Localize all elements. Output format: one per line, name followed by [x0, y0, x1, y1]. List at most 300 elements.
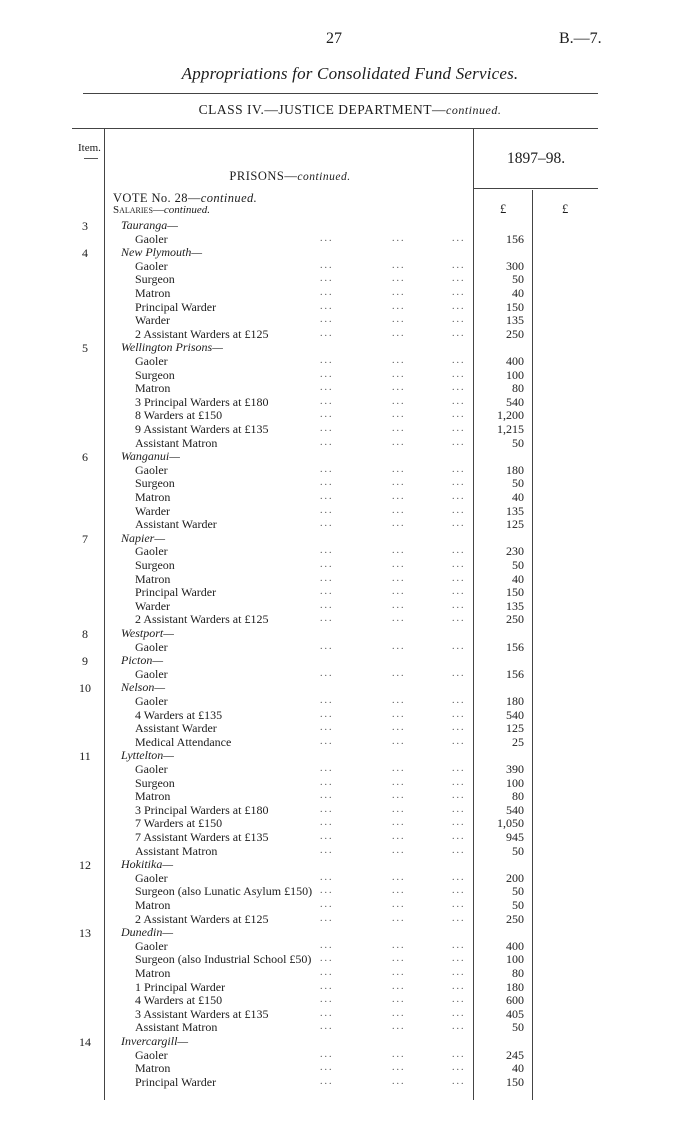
class-subtitle-continued: continued. [446, 103, 502, 117]
amount-value: 540 [506, 394, 524, 409]
leader-dots: ... [392, 395, 406, 407]
salary-description: Gaoler [135, 544, 168, 559]
salary-description: 3 Principal Warders at £180 [135, 802, 269, 817]
section-heading-continued: continued. [297, 171, 351, 183]
leader-dots: ... [392, 599, 406, 611]
leader-dots: ... [320, 232, 334, 244]
leader-dots: ... [452, 912, 466, 924]
leader-dots: ... [320, 695, 334, 706]
leader-dots: ... [320, 314, 334, 326]
salary-description: Warder [135, 598, 171, 613]
leader-dots: ... [320, 790, 334, 802]
salary-description: Surgeon (also Industrial School £50) [135, 952, 312, 967]
salary-description: 2 Assistant Warders at £125 [135, 326, 269, 341]
amount-value: 230 [506, 544, 524, 559]
prison-name: Napier— [121, 530, 166, 545]
salaries-heading [113, 204, 210, 216]
item-number: 8 [82, 627, 88, 641]
leader-dots: ... [320, 504, 334, 516]
leader-dots: ... [392, 232, 406, 244]
leader-dots: ... [392, 314, 406, 326]
leader-dots: ... [452, 667, 466, 679]
item-column-header: Item. [78, 142, 101, 154]
amount-value: 25 [512, 734, 524, 749]
item-number: 13 [79, 926, 91, 941]
amount-value: 300 [506, 258, 524, 273]
salary-description: Surgeon [135, 367, 175, 382]
leader-dots: ... [452, 776, 466, 788]
prison-name: Lyttelton— [121, 748, 174, 763]
salary-description: Surgeon [135, 558, 175, 572]
leader-dots: ... [320, 273, 334, 285]
leader-dots: ... [392, 477, 406, 489]
leader-dots: ... [392, 572, 406, 584]
year-column-header: 1897–98. [506, 150, 566, 167]
amount-value: 540 [506, 802, 524, 817]
salary-description: Gaoler [135, 231, 168, 246]
amount-value: 245 [506, 1047, 524, 1062]
leader-dots: ... [392, 844, 406, 856]
salary-description: Matron [135, 286, 171, 300]
amount-value: 945 [506, 830, 524, 844]
salary-description: Assistant Matron [135, 1020, 218, 1035]
salary-description: 8 Warders at £150 [135, 408, 223, 423]
leader-dots: ... [452, 871, 466, 883]
leader-dots: ... [392, 980, 406, 992]
leader-dots: ... [392, 640, 406, 652]
salary-description: 4 Warders at £135 [135, 707, 223, 722]
amount-value: 150 [506, 299, 524, 314]
leader-dots: ... [452, 368, 466, 380]
leader-dots: ... [392, 423, 406, 434]
leader-dots: ... [452, 640, 466, 652]
leader-dots: ... [452, 722, 466, 734]
leader-dots: ... [452, 980, 466, 992]
leader-dots: ... [452, 259, 466, 271]
amount-value: 250 [506, 911, 524, 926]
prison-name: Nelson— [121, 680, 166, 695]
leader-dots: ... [452, 953, 466, 965]
prison-name: Hokitika— [121, 857, 173, 872]
salary-description: Principal Warder [135, 299, 217, 314]
leader-dots: ... [452, 463, 466, 475]
salary-description: Gaoler [135, 666, 168, 681]
amount-value: 40 [512, 286, 524, 300]
leader-dots: ... [392, 790, 406, 802]
leader-dots: ... [320, 1007, 334, 1019]
amount-value: 390 [506, 762, 524, 776]
leader-dots: ... [392, 994, 406, 1006]
amount-value: 150 [506, 585, 524, 600]
leader-dots: ... [452, 518, 466, 530]
amount-value: 50 [512, 1020, 524, 1035]
leader-dots: ... [320, 1021, 334, 1033]
leader-dots: ... [452, 327, 466, 339]
amount-value: 100 [506, 775, 524, 790]
table-top-rule [72, 128, 598, 129]
leader-dots: ... [320, 899, 334, 910]
amount-value: 1,200 [497, 408, 524, 423]
salary-description: Gaoler [135, 938, 168, 953]
leader-dots: ... [320, 559, 334, 570]
leader-dots: ... [320, 980, 334, 992]
leader-dots: ... [392, 1048, 406, 1060]
item-number: 10 [79, 681, 91, 696]
salary-description: Gaoler [135, 258, 168, 273]
amount-value: 405 [506, 1006, 524, 1021]
leader-dots: ... [320, 1075, 334, 1087]
amount-value: 150 [506, 1074, 524, 1089]
leader-dots: ... [452, 967, 466, 978]
salary-description: 4 Warders at £150 [135, 993, 223, 1008]
leader-dots: ... [320, 423, 334, 434]
salary-description: Principal Warder [135, 1074, 217, 1089]
leader-dots: ... [452, 559, 466, 570]
amount-value: 135 [506, 598, 524, 613]
salary-description: Gaoler [135, 639, 168, 654]
leader-dots: ... [320, 327, 334, 339]
leader-dots: ... [320, 395, 334, 407]
leader-dots: ... [452, 491, 466, 502]
amount-value: 50 [512, 272, 524, 287]
leader-dots: ... [320, 572, 334, 584]
leader-dots: ... [392, 545, 406, 557]
leader-dots: ... [392, 1062, 406, 1074]
leader-dots: ... [392, 559, 406, 570]
salary-description: Gaoler [135, 870, 168, 885]
item-number: 7 [82, 531, 88, 546]
leader-dots: ... [452, 899, 466, 910]
salary-description: Matron [135, 966, 171, 980]
leader-dots: ... [392, 831, 406, 842]
amount-value: 180 [506, 979, 524, 994]
leader-dots: ... [392, 436, 406, 448]
item-number: 5 [82, 341, 88, 356]
leader-dots: ... [452, 477, 466, 489]
leader-dots: ... [452, 273, 466, 285]
currency-symbol-left: £ [500, 202, 507, 216]
leader-dots: ... [392, 586, 406, 598]
leader-dots: ... [320, 355, 334, 366]
leader-dots: ... [392, 953, 406, 965]
leader-dots: ... [452, 423, 466, 434]
leader-dots: ... [320, 586, 334, 598]
salary-description: Principal Warder [135, 585, 217, 600]
salaries-heading-continued: continued. [163, 204, 211, 216]
leader-dots: ... [392, 899, 406, 910]
leader-dots: ... [452, 885, 466, 897]
leader-dots: ... [452, 300, 466, 312]
leader-dots: ... [392, 463, 406, 475]
leader-dots: ... [392, 491, 406, 502]
leader-dots: ... [392, 763, 406, 774]
leader-dots: ... [452, 232, 466, 244]
leader-dots: ... [320, 259, 334, 271]
leader-dots: ... [392, 885, 406, 897]
leader-dots: ... [320, 953, 334, 965]
leader-dots: ... [320, 1062, 334, 1074]
item-header-dash [84, 158, 98, 159]
leader-dots: ... [392, 871, 406, 883]
leader-dots: ... [392, 300, 406, 312]
prison-name: Dunedin— [121, 925, 173, 940]
vote-heading-main: VOTE No. 28— [113, 191, 201, 205]
amount-value: 50 [512, 558, 524, 572]
leader-dots: ... [392, 409, 406, 421]
leader-dots: ... [320, 763, 334, 774]
leader-dots: ... [452, 586, 466, 598]
prison-name: New Plymouth— [121, 245, 202, 260]
amount-value: 1,215 [497, 422, 524, 436]
leader-dots: ... [392, 355, 406, 366]
leader-dots: ... [452, 803, 466, 815]
amount-value: 50 [512, 435, 524, 450]
salary-description: Matron [135, 789, 171, 804]
amount-value: 156 [506, 639, 524, 654]
amount-value: 40 [512, 1061, 524, 1076]
amount-value: 40 [512, 490, 524, 504]
leader-dots: ... [320, 368, 334, 380]
currency-symbol-right: £ [562, 202, 569, 216]
leader-dots: ... [392, 722, 406, 734]
leader-dots: ... [392, 1007, 406, 1019]
amount-value: 250 [506, 326, 524, 341]
salary-description: 3 Assistant Warders at £135 [135, 1006, 269, 1021]
leader-dots: ... [452, 314, 466, 326]
document-reference: B.—7. [559, 30, 602, 47]
salary-description: Gaoler [135, 354, 168, 368]
leader-dots: ... [392, 273, 406, 285]
leader-dots: ... [392, 708, 406, 720]
amount-value: 400 [506, 938, 524, 953]
leader-dots: ... [320, 817, 334, 829]
leader-dots: ... [392, 939, 406, 951]
leader-dots: ... [392, 1075, 406, 1087]
salary-description: Matron [135, 571, 171, 586]
amount-value: 50 [512, 843, 524, 858]
salaries-heading-main: Salaries— [113, 204, 164, 216]
leader-dots: ... [452, 613, 466, 625]
salary-description: 7 Warders at £150 [135, 816, 223, 831]
leader-dots: ... [452, 395, 466, 407]
leader-dots: ... [320, 491, 334, 502]
leader-dots: ... [392, 518, 406, 530]
leader-dots: ... [452, 763, 466, 774]
leader-dots: ... [320, 831, 334, 842]
leader-dots: ... [452, 844, 466, 856]
amount-value: 250 [506, 612, 524, 627]
leader-dots: ... [452, 545, 466, 557]
item-number: 14 [79, 1035, 91, 1049]
leader-dots: ... [452, 735, 466, 747]
salary-description: Matron [135, 381, 171, 396]
salary-description: Surgeon [135, 476, 175, 491]
salary-description: Assistant Matron [135, 435, 218, 450]
salary-description: 7 Assistant Warders at £135 [135, 830, 269, 844]
leader-dots: ... [452, 382, 466, 394]
amount-value: 50 [512, 898, 524, 912]
leader-dots: ... [452, 1007, 466, 1019]
leader-dots: ... [452, 504, 466, 516]
leader-dots: ... [392, 287, 406, 298]
leader-dots: ... [392, 327, 406, 339]
leader-dots: ... [320, 409, 334, 421]
page-number: 27 [326, 30, 342, 47]
leader-dots: ... [320, 844, 334, 856]
leader-dots: ... [320, 640, 334, 652]
amount-value: 540 [506, 707, 524, 722]
amount-column-divider [532, 190, 533, 1100]
prison-name: Wanganui— [121, 449, 180, 464]
leader-dots: ... [320, 967, 334, 978]
leader-dots: ... [320, 599, 334, 611]
salary-description: Assistant Matron [135, 843, 218, 858]
leader-dots: ... [392, 259, 406, 271]
leader-dots: ... [320, 912, 334, 924]
leader-dots: ... [320, 436, 334, 448]
leader-dots: ... [452, 409, 466, 421]
salary-description: Medical Attendance [135, 734, 232, 749]
salary-description: Gaoler [135, 694, 168, 708]
salary-description: Warder [135, 313, 171, 328]
salary-description: Matron [135, 1061, 171, 1076]
amount-value: 125 [506, 721, 524, 736]
prison-name: Westport— [121, 626, 174, 640]
amount-value: 180 [506, 462, 524, 477]
amount-value: 125 [506, 517, 524, 532]
leader-dots: ... [320, 518, 334, 530]
amount-value: 180 [506, 694, 524, 708]
prison-name: Picton— [121, 653, 163, 668]
leader-dots: ... [320, 1048, 334, 1060]
leader-dots: ... [320, 463, 334, 475]
leader-dots: ... [320, 667, 334, 679]
leader-dots: ... [452, 817, 466, 829]
leader-dots: ... [452, 695, 466, 706]
leader-dots: ... [392, 817, 406, 829]
section-heading [110, 169, 470, 184]
salary-description: 3 Principal Warders at £180 [135, 394, 269, 409]
leader-dots: ... [392, 912, 406, 924]
leader-dots: ... [452, 287, 466, 298]
amount-value: 200 [506, 870, 524, 885]
leader-dots: ... [392, 504, 406, 516]
leader-dots: ... [452, 436, 466, 448]
leader-dots: ... [452, 355, 466, 366]
leader-dots: ... [392, 382, 406, 394]
amount-value: 100 [506, 367, 524, 382]
salary-description: Gaoler [135, 1047, 168, 1062]
amount-value: 80 [512, 966, 524, 980]
leader-dots: ... [320, 477, 334, 489]
section-heading-main: PRISONS— [229, 169, 298, 183]
amount-value: 156 [506, 666, 524, 681]
leader-dots: ... [320, 722, 334, 734]
year-column-divider [473, 128, 474, 1100]
leader-dots: ... [452, 1048, 466, 1060]
leader-dots: ... [320, 545, 334, 557]
leader-dots: ... [392, 613, 406, 625]
leader-dots: ... [320, 803, 334, 815]
amount-value: 135 [506, 313, 524, 328]
salary-description: Surgeon [135, 272, 175, 287]
leader-dots: ... [320, 939, 334, 951]
vote-heading-continued: continued. [200, 191, 258, 205]
salary-description: Warder [135, 503, 171, 518]
leader-dots: ... [452, 790, 466, 802]
amount-value: 400 [506, 354, 524, 368]
item-number: 3 [82, 219, 88, 233]
leader-dots: ... [452, 572, 466, 584]
class-subtitle-main: CLASS IV.—JUSTICE DEPARTMENT— [198, 102, 447, 117]
leader-dots: ... [392, 368, 406, 380]
amount-value: 40 [512, 571, 524, 586]
amount-value: 80 [512, 381, 524, 396]
leader-dots: ... [392, 667, 406, 679]
leader-dots: ... [320, 871, 334, 883]
prison-name: Wellington Prisons— [121, 340, 223, 355]
leader-dots: ... [320, 776, 334, 788]
leader-dots: ... [392, 1021, 406, 1033]
salary-description: Matron [135, 898, 171, 912]
leader-dots: ... [452, 831, 466, 842]
amount-value: 156 [506, 231, 524, 246]
leader-dots: ... [392, 967, 406, 978]
salary-description: Matron [135, 490, 171, 504]
leader-dots: ... [452, 708, 466, 720]
leader-dots: ... [392, 776, 406, 788]
leader-dots: ... [452, 1062, 466, 1074]
leader-dots: ... [320, 382, 334, 394]
leader-dots: ... [392, 803, 406, 815]
amount-value: 600 [506, 993, 524, 1008]
salary-description: 2 Assistant Warders at £125 [135, 612, 269, 627]
salary-description: 2 Assistant Warders at £125 [135, 911, 269, 926]
leader-dots: ... [320, 885, 334, 897]
title-rule [83, 93, 598, 94]
amount-value: 135 [506, 503, 524, 518]
leader-dots: ... [320, 735, 334, 747]
leader-dots: ... [320, 708, 334, 720]
leader-dots: ... [392, 735, 406, 747]
amount-value: 80 [512, 789, 524, 804]
salary-description: Surgeon [135, 775, 175, 790]
leader-dots: ... [320, 287, 334, 298]
leader-dots: ... [320, 613, 334, 625]
leader-dots: ... [320, 300, 334, 312]
item-number: 4 [82, 246, 88, 261]
leader-dots: ... [392, 695, 406, 706]
item-number: 11 [79, 749, 91, 764]
leader-dots: ... [452, 939, 466, 951]
amount-value: 100 [506, 952, 524, 967]
leader-dots: ... [452, 1021, 466, 1033]
item-number: 12 [79, 858, 91, 873]
page-title: Appropriations for Consolidated Fund Services. [181, 64, 519, 83]
class-subtitle [0, 102, 700, 118]
salary-description: Assistant Warder [135, 517, 217, 532]
item-column-divider [104, 128, 105, 1100]
leader-dots: ... [452, 1075, 466, 1087]
prison-name: Invercargill— [121, 1034, 189, 1048]
item-number: 6 [82, 450, 88, 465]
amount-value: 50 [512, 476, 524, 491]
salary-description: Assistant Warder [135, 721, 217, 736]
salary-description: Gaoler [135, 762, 168, 776]
salary-description: Gaoler [135, 462, 168, 477]
leader-dots: ... [320, 994, 334, 1006]
amount-value: 1,050 [497, 816, 524, 831]
